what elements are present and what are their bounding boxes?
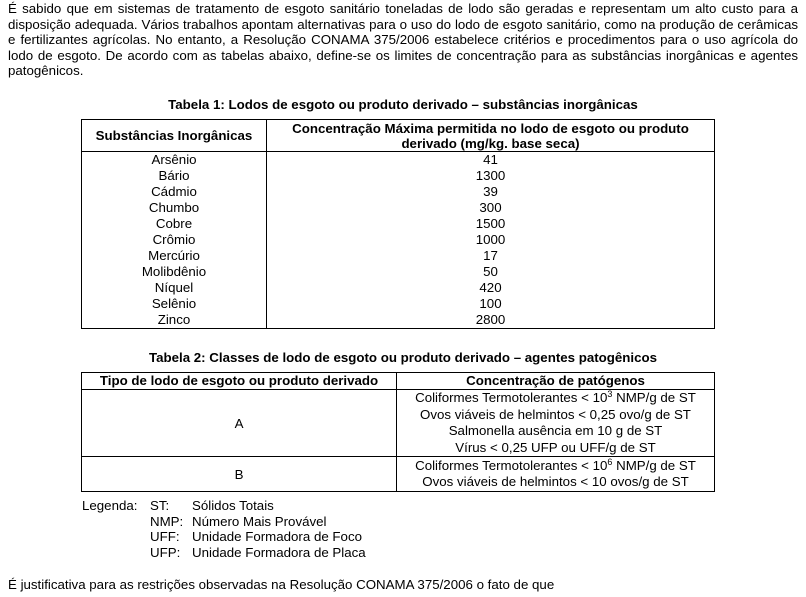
salmonella-line: Salmonella ausência em 10 g de ST [448, 423, 663, 438]
table-row [82, 216, 715, 232]
legend [82, 498, 366, 560]
value-cell: 100 [267, 296, 715, 312]
table-row [82, 264, 715, 280]
legend-meaning: Sólidos Totais [192, 498, 274, 513]
coliformes-line: Coliformes Termotolerantes < $10^6$ NMP/g de ST [415, 456, 696, 473]
value-cell: 17 [267, 248, 715, 264]
table-row [82, 200, 715, 216]
value-cell: 1300 [267, 168, 715, 184]
legend-row [82, 529, 366, 545]
ovos-line: Ovos viáveis de helmintos < 10 ovos/g de ST [422, 474, 689, 489]
table-header-row [82, 120, 715, 152]
pathogen-limits-a [397, 390, 715, 457]
substance-cell: Mercúrio [82, 248, 267, 264]
legend-abbr: ST: [150, 498, 170, 513]
table-row [82, 152, 715, 169]
legend-abbr: NMP: [150, 513, 184, 529]
class-label-a: A [82, 390, 397, 457]
table-row [82, 312, 715, 329]
table-row [82, 280, 715, 296]
table-row [82, 296, 715, 312]
substance-cell: Bário [82, 168, 267, 184]
table-row [82, 232, 715, 248]
column-header-sludge-type: Tipo de lodo de esgoto ou produto derivado [82, 373, 397, 390]
column-header-concentration: Concentração Máxima permitida no lodo de esgoto ou produto derivado (mg/kg. base seca) [267, 120, 715, 152]
question-stem: É justificativa para as restrições observadas na Resolução CONAMA 375/2006 o fato de que [8, 577, 555, 592]
substance-cell: Molibdênio [82, 264, 267, 280]
column-header-pathogens: Concentração de patógenos [397, 373, 715, 390]
value-cell: 39 [267, 184, 715, 200]
substance-cell: Selênio [82, 296, 267, 312]
table-row [82, 184, 715, 200]
substance-cell: Zinco [82, 312, 267, 329]
inorganic-substances-table [81, 119, 715, 329]
legend-abbr: UFF: [150, 529, 180, 545]
legend-row [82, 514, 366, 530]
table2-caption: Tabela 2: Classes de lodo de esgoto ou produto derivado – agentes patogênicos [148, 350, 658, 365]
substance-cell: Cádmio [82, 184, 267, 200]
value-cell: 420 [267, 280, 715, 296]
substance-cell: Níquel [82, 280, 267, 296]
table-row-class-a [82, 390, 715, 457]
value-cell: 300 [267, 200, 715, 216]
value-cell: 41 [267, 152, 715, 169]
value-cell: 1500 [267, 216, 715, 232]
substance-cell: Crômio [82, 232, 267, 248]
legend-meaning: Unidade Formadora de Placa [192, 544, 366, 560]
legend-row [82, 545, 366, 561]
table1-caption: Tabela 1: Lodos de esgoto ou produto derivado – substâncias inorgânicas [168, 97, 638, 112]
legend-abbr: UFP: [150, 544, 181, 560]
table-row [82, 168, 715, 184]
value-cell: 50 [267, 264, 715, 280]
virus-line: Vírus < 0,25 UFP ou UFF/g de ST [455, 439, 656, 455]
substance-cell: Cobre [82, 216, 267, 232]
intro-paragraph: É sabido que em sistemas de tratamento de esgoto sanitário toneladas de lodo são geradas e representam um alto custo para a disposição adequada. Vários trabalhos apontam alternativas para o uso do lodo de esgoto sanitário, como na produção de cerâmicas e fertilizantes agrícolas. No entanto, a Resolução CONAMA 375/2006 estabelece critérios e procedimentos para o uso agrícola do lodo de esgoto. De acordo com as tabelas abaixo, define-se os limites de concentração para as substâncias inorgânicas e agentes patogênicos. [8, 1, 798, 79]
substance-cell: Chumbo [82, 200, 267, 216]
substance-cell: Arsênio [82, 152, 267, 169]
column-header-substance: Substâncias Inorgânicas [82, 120, 267, 152]
legend-meaning: Unidade Formadora de Foco [192, 529, 362, 545]
class-label-b: B [82, 457, 397, 492]
value-cell: 2800 [267, 312, 715, 329]
pathogen-classes-table [81, 372, 715, 492]
value-cell: 1000 [267, 232, 715, 248]
legend-meaning: Número Mais Provável [192, 513, 327, 529]
legend-label: Legenda: [82, 498, 138, 513]
legend-row [82, 498, 366, 514]
ovos-line: Ovos viáveis de helmintos < 0,25 ovo/g de ST [420, 406, 691, 422]
table-row [82, 248, 715, 264]
pathogen-limits-b [397, 457, 715, 492]
table-row-class-b [82, 457, 715, 492]
table-header-row [82, 373, 715, 390]
coliformes-line: Coliformes Termotolerantes < $10^3$ NMP/g de ST [415, 389, 696, 405]
